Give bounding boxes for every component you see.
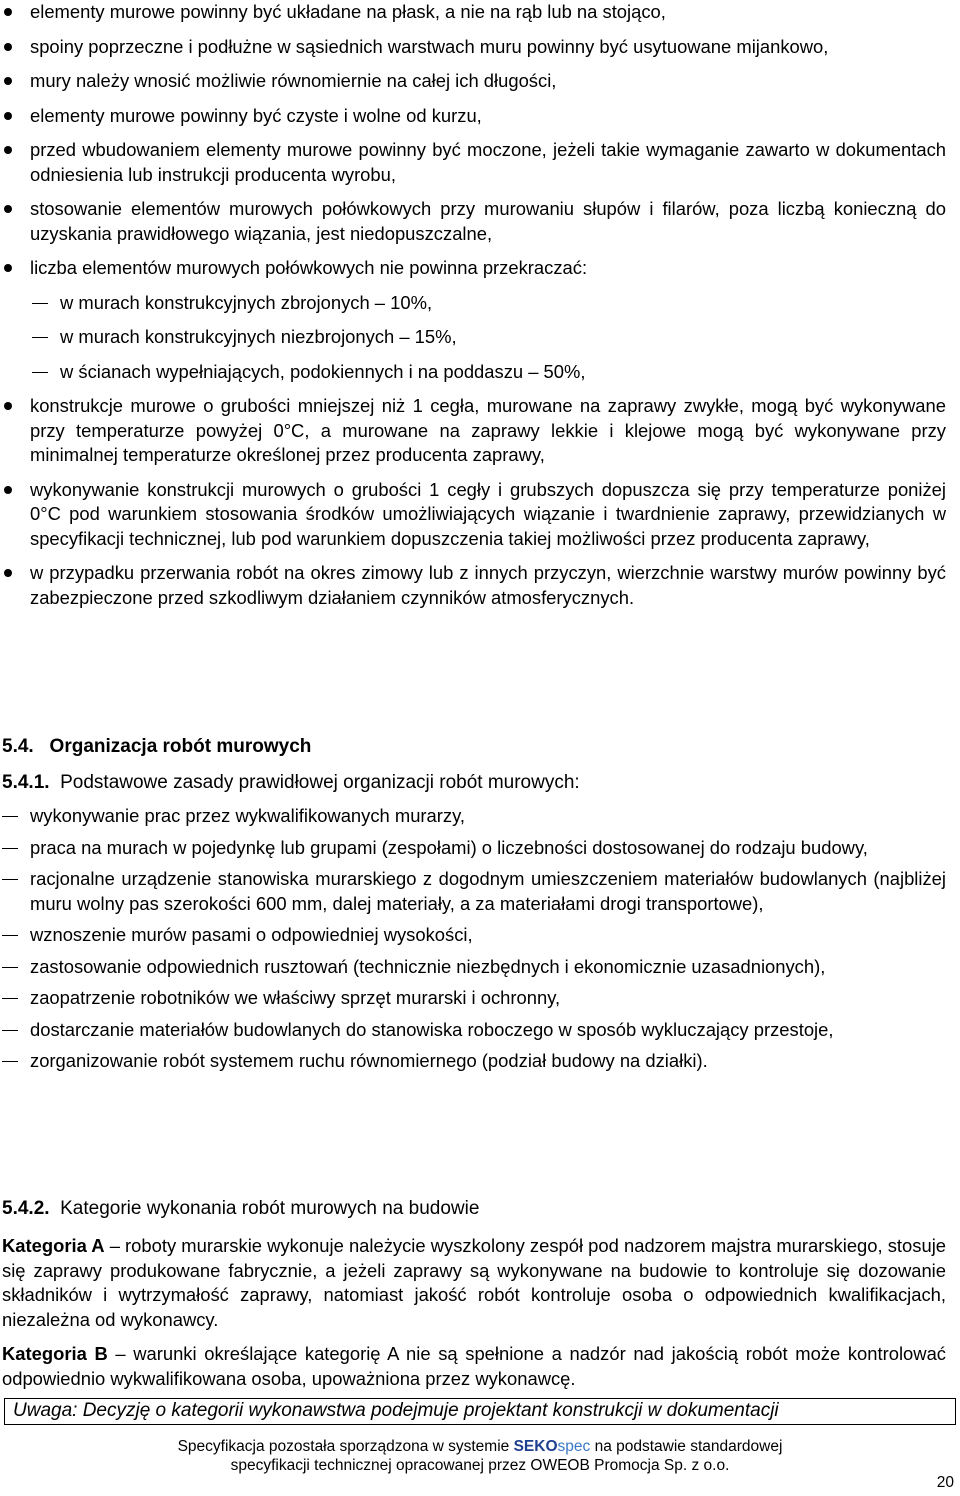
dash-icon (0, 804, 30, 829)
list-item: elementy murowe powinny być czyste i wolne od kurzu, (0, 104, 960, 129)
list-item: zastosowanie odpowiednich rusztowań (technicznie niezbędnych i ekonomicznie uzasadnionych), (0, 955, 960, 980)
list-item: w przypadku przerwania robót na okres zimowy lub z innych przyczyn, wierzchnie warstwy murów powinny być zabezpieczone przed szkodliwym działaniem czynników atmosferycznych. (0, 561, 960, 610)
note-box: Uwaga: Decyzję o kategorii wykonawstwa podejmuje projektant konstrukcji w dokumentacji (4, 1398, 956, 1425)
bullet-icon (0, 104, 30, 129)
category-a-paragraph: Kategoria A – roboty murarskie wykonuje należycie wyszkolony zespół pod nadzorem majstra murarskiego, stosuje się zaprawy produkowane fabrycznie, a jeżeli zaprawy są wykonywane na budowie to kontroluje się dozowanie składników i wytrzymałość zaprawy, natomiast jakość robót kontroluje osoba o odpowiednich kwalifikacjach, niezależna od wykonawcy. (2, 1235, 947, 1330)
list-item: mury należy wnosić możliwie równomiernie na całej ich długości, (0, 69, 960, 94)
footer-line-2: specyfikacji technicznej opracowanej przez OWEOB Promocja Sp. z o.o. (230, 1457, 730, 1474)
dash-icon (30, 325, 60, 350)
footer-line-1: Specyfikacja pozostała sporządzona w systemie SEKOspec na podstawie standardowej (177, 1438, 783, 1455)
dash-icon (0, 955, 30, 980)
bullet-icon (0, 478, 30, 552)
sub-list-item: w murach konstrukcyjnych niezbrojonych – 15%, (0, 325, 960, 350)
bullet-icon (0, 69, 30, 94)
bullet-icon (0, 394, 30, 468)
list-item: zorganizowanie robót systemem ruchu równomiernego (podział budowy na działki). (0, 1049, 960, 1074)
sub-list-item: w murach konstrukcyjnych zbrojonych – 10%, (0, 291, 960, 316)
bullet-icon (0, 0, 30, 25)
bullet-icon (0, 138, 30, 187)
bullet-icon (0, 35, 30, 60)
list-item: wykonywanie konstrukcji murowych o grubości 1 cegły i grubszych dopuszcza się przy temperaturze poniżej 0°C pod warunkiem stosowania środków umożliwiających wiązanie i twardnienie zaprawy, przewidzianych w specyfikacji technicznej, lub pod warunkiem dopuszczenia takiej możliwości przez producenta zaprawy, (0, 478, 960, 552)
page-footer (0, 1437, 960, 1475)
dash-icon (0, 867, 30, 916)
bullet-icon (0, 197, 30, 246)
list-item: spoiny poprzeczne i podłużne w sąsiednich warstwach muru powinny być usytuowane mijankowo, (0, 35, 960, 60)
dash-icon (0, 1018, 30, 1043)
list-item: liczba elementów murowych połówkowych nie powinna przekraczać: (0, 256, 960, 281)
dash-icon (0, 986, 30, 1011)
list-item: wznoszenie murów pasami o odpowiedniej wysokości, (0, 923, 960, 948)
list-item: elementy murowe powinny być układane na płask, a nie na rąb lub na stojąco, (0, 0, 960, 25)
list-item: stosowanie elementów murowych połówkowych przy murowaniu słupów i filarów, poza liczbą konieczną do uzyskania prawidłowego wiązania, jest niedopuszczalne, (0, 197, 960, 246)
dash-icon (0, 1049, 30, 1074)
list-item: dostarczanie materiałów budowlanych do stanowiska roboczego w sposób wykluczający przestoje, (0, 1018, 960, 1043)
page-number: 20 (936, 1474, 954, 1491)
sub-list-item: w ścianach wypełniających, podokiennych i na poddaszu – 50%, (0, 360, 960, 385)
section-heading-5-4-1: 5.4.1. Podstawowe zasady prawidłowej organizacji robót murowych: (2, 772, 580, 793)
bullet-icon (0, 561, 30, 610)
dash-icon (30, 360, 60, 385)
category-b-paragraph: Kategoria B – warunki określające kategorię A nie są spełnione a nadzór nad jakością robót może kontrolować odpowiednio wykwalifikowana osoba, upoważniona przez wykonawcę. (2, 1343, 946, 1389)
section-heading-5-4: 5.4. Organizacja robót murowych (2, 736, 312, 757)
list-item: racjonalne urządzenie stanowiska murarskiego z dogodnym umieszczeniem materiałów budowlanych (najbliżej muru wolny pas szerokości 600 mm, dalej materiały, a za materiałami drogi transportowe), (0, 867, 960, 916)
list-item: konstrukcje murowe o grubości mniejszej niż 1 cegła, murowane na zaprawy zwykłe, mogą być wykonywane przy temperaturze powyżej 0°C, a murowane na zaprawy lekkie i klejowe mogą być wykonywane przy minimalnej temperaturze określonej przez producenta zaprawy, (0, 394, 960, 468)
list-item: praca na murach w pojedynkę lub grupami (zespołami) o liczebności dostosowanej do rodzaju budowy, (0, 836, 960, 861)
brand-name: SEKO (513, 1438, 558, 1455)
dash-icon (30, 291, 60, 316)
dash-list (0, 804, 960, 1081)
list-item: wykonywanie prac przez wykwalifikowanych murarzy, (0, 804, 960, 829)
bullet-icon (0, 256, 30, 281)
bullet-list-1 (0, 0, 960, 620)
brand-name-suffix: spec (557, 1438, 591, 1455)
section-heading-5-4-2: 5.4.2. Kategorie wykonania robót murowych na budowie (2, 1198, 480, 1219)
list-item: przed wbudowaniem elementy murowe powinny być moczone, jeżeli takie wymaganie zawarto w dokumentach odniesienia lub instrukcji producenta wyrobu, (0, 138, 960, 187)
dash-icon (0, 836, 30, 861)
dash-icon (0, 923, 30, 948)
list-item: zaopatrzenie robotników we właściwy sprzęt murarski i ochronny, (0, 986, 960, 1011)
